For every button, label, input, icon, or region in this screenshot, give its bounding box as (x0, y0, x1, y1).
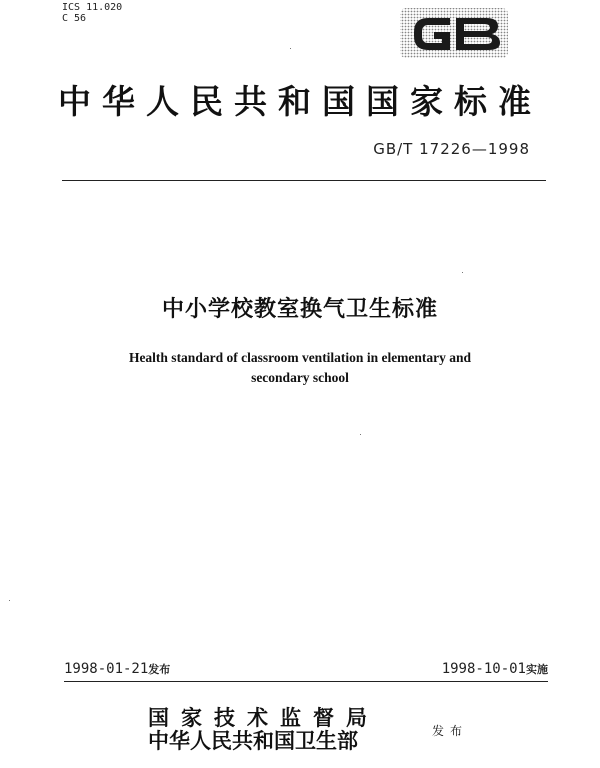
english-title-line-2: secondary school (251, 370, 349, 385)
top-divider (62, 180, 546, 181)
implementation-date-value: 1998-10-01 (441, 661, 526, 677)
issue-date-value: 1998-01-21 (64, 661, 149, 677)
scan-speck (462, 272, 463, 273)
document-title-chinese: 中小学校教室换气卫生标准 (161, 297, 438, 322)
gb-logo (398, 4, 510, 60)
implementation-date (442, 661, 548, 677)
bottom-divider (64, 681, 548, 682)
ccs-code: C 56 (62, 13, 87, 24)
issue-date-label: 发布 (148, 663, 171, 676)
standard-number: GB/T 17226—1998 (373, 140, 530, 158)
ics-code: ICS 11.020 (62, 2, 123, 13)
english-title-line-1: Health standard of classroom ventilation in elementary and (128, 350, 472, 365)
issuer-line-1: 国家技术监督局 (148, 705, 379, 730)
national-standard-title: 中华人民共和国国家标准 (58, 82, 542, 121)
scan-speck (360, 434, 361, 435)
scan-speck (290, 48, 291, 49)
issuing-authorities (148, 706, 379, 752)
issuer-line-2: 中华人民共和国卫生部 (148, 728, 358, 753)
document-title-english (80, 348, 520, 388)
implementation-date-label: 实施 (526, 663, 548, 676)
issue-date (64, 661, 170, 677)
publish-label: 发布 (432, 724, 469, 738)
scan-speck (9, 600, 10, 601)
classification-codes (62, 2, 122, 24)
